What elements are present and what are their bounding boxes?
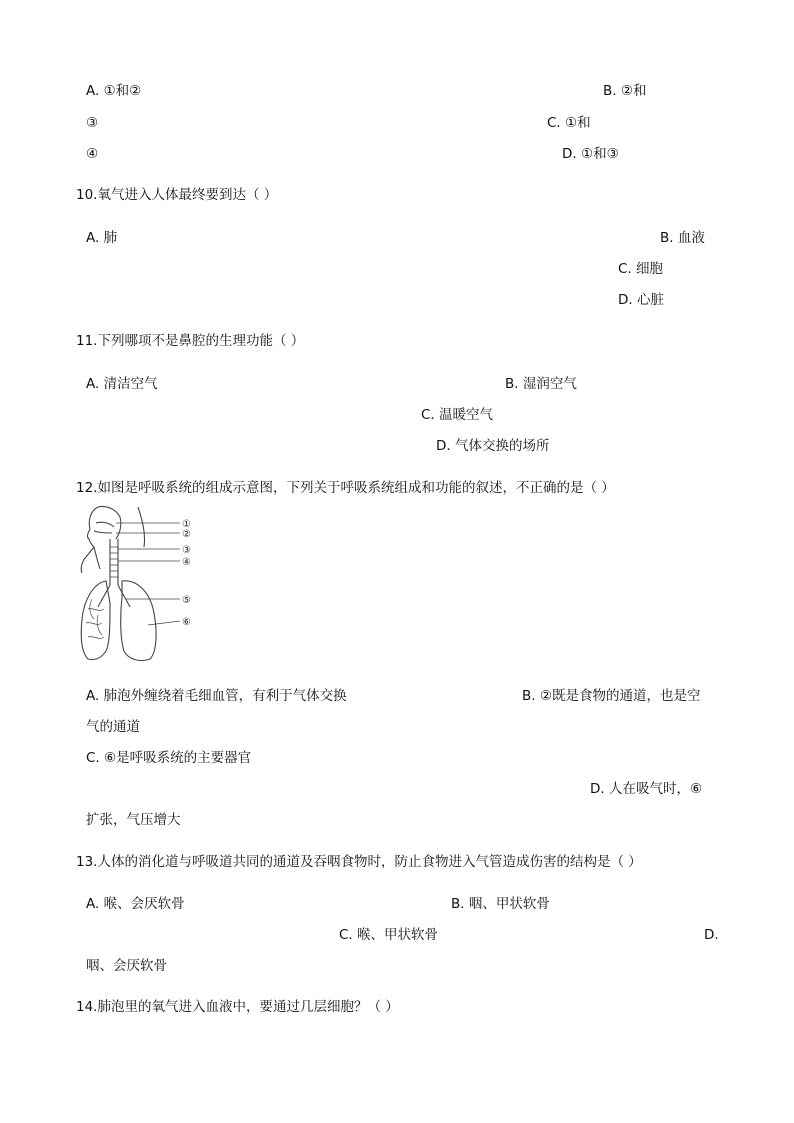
- q10-option-c: C. 细胞: [618, 261, 664, 277]
- figure-label-1: ①: [182, 519, 191, 530]
- q12-option-b: B. ②既是食物的通道，也是空: [522, 688, 701, 704]
- figure-label-6: ⑥: [182, 617, 191, 628]
- q13-option-c: C. 喉、甲状软骨: [339, 927, 439, 943]
- q12-option-d: D. 人在吸气时，⑥: [590, 781, 703, 797]
- q11-option-b: B. 湿润空气: [505, 376, 577, 392]
- q13-option-a: A. 喉、会厌软骨: [86, 896, 185, 912]
- respiratory-diagram: [76, 503, 216, 663]
- figure-label-3: ③: [182, 545, 191, 556]
- q11-stem: 11.下列哪项不是鼻腔的生理功能（ ）: [76, 333, 305, 349]
- q9-option-b: B. ②和: [603, 83, 647, 99]
- q11-option-a: A. 清洁空气: [86, 376, 158, 392]
- q12-option-c: C. ⑥是呼吸系统的主要器官: [86, 750, 252, 766]
- q12-option-d-continued: 扩张，气压增大: [86, 812, 181, 828]
- q9-option-c-continued: ④: [86, 146, 99, 162]
- q12-option-a: A. 肺泡外缠绕着毛细血管，有利于气体交换: [86, 688, 347, 704]
- q13-option-b: B. 咽、甲状软骨: [451, 896, 550, 912]
- q13-stem: 13.人体的消化道与呼吸道共同的通道及吞咽食物时，防止食物进入气管造成伤害的结构是（ ）: [76, 854, 642, 870]
- q9-option-c: C. ①和: [547, 115, 591, 131]
- q9-option-b-continued: ③: [86, 115, 99, 131]
- q10-option-d: D. 心脏: [618, 292, 664, 308]
- q12-stem: 12.如图是呼吸系统的组成示意图，下列关于呼吸系统组成和功能的叙述，不正确的是（ ）: [76, 480, 615, 496]
- q10-stem: 10.氧气进入人体最终要到达（ ）: [76, 187, 278, 203]
- q13-option-d: D.: [704, 927, 719, 943]
- respiratory-system-figure: [76, 503, 216, 663]
- figure-label-2: ②: [182, 529, 191, 540]
- q10-option-b: B. 血液: [660, 230, 705, 246]
- figure-label-5: ⑤: [182, 595, 191, 606]
- q11-option-c: C. 温暖空气: [421, 407, 494, 423]
- q9-option-d: D. ①和③: [562, 146, 619, 162]
- figure-label-4: ④: [182, 557, 191, 568]
- q9-option-a: A. ①和②: [86, 83, 142, 99]
- q12-option-b-continued: 气的通道: [86, 719, 140, 735]
- q13-option-d-continued: 咽、会厌软骨: [86, 958, 167, 974]
- q11-option-d: D. 气体交换的场所: [436, 438, 550, 454]
- q14-stem: 14.肺泡里的氧气进入血液中，要通过几层细胞？（ ）: [76, 999, 399, 1015]
- q10-option-a: A. 肺: [86, 230, 118, 246]
